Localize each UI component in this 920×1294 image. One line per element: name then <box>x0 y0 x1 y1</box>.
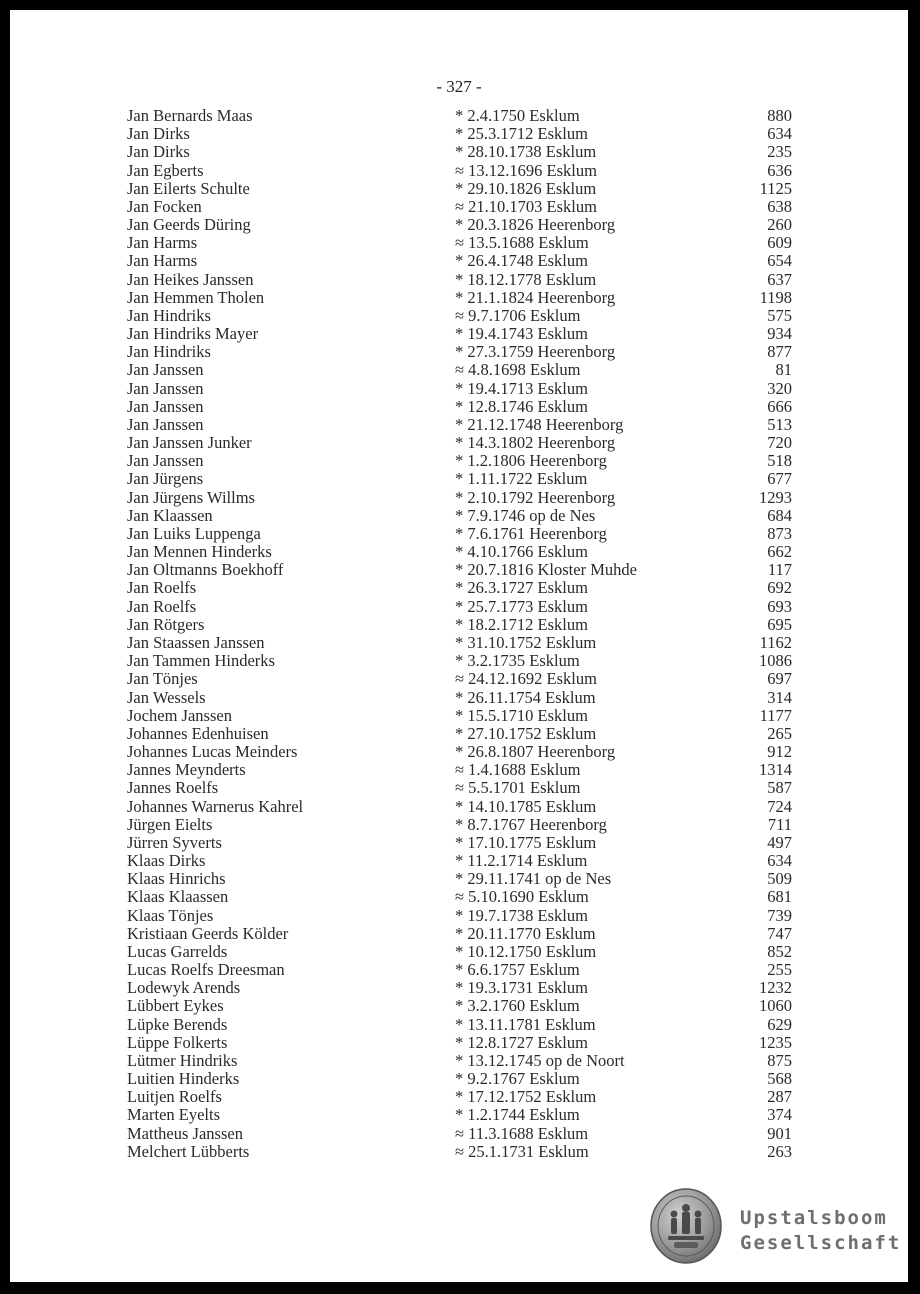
entry-name: Jannes Meynderts <box>127 760 246 780</box>
entry-row <box>10 670 908 688</box>
entry-date: * 1.11.1722 Esklum <box>455 469 588 489</box>
entry-name: Jan Jürgens Willms <box>127 487 255 507</box>
entry-name: Lüppe Folkerts <box>127 1032 228 1052</box>
entry-row <box>10 216 908 234</box>
entry-number: 1177 <box>759 705 792 725</box>
entry-number: 314 <box>767 687 792 707</box>
entry-date: * 3.2.1760 Esklum <box>455 996 580 1016</box>
entry-date: ≈ 11.3.1688 Esklum <box>455 1123 589 1143</box>
entry-number: 518 <box>767 451 792 471</box>
entry-name: Jan Hindriks <box>127 342 211 362</box>
entry-date: ≈ 24.12.1692 Esklum <box>455 669 597 689</box>
entry-name: Jan Tammen Hinderks <box>127 651 275 671</box>
entry-row <box>10 1016 908 1034</box>
entry-number: 739 <box>767 905 792 925</box>
entry-number: 724 <box>767 796 792 816</box>
entry-name: Jan Janssen <box>127 378 204 398</box>
entry-date: * 21.1.1824 Heerenborg <box>455 287 616 307</box>
entry-name: Jan Egberts <box>127 160 204 180</box>
entry-name: Jan Eilerts Schulte <box>127 178 250 198</box>
entry-number: 117 <box>767 560 792 580</box>
entry-date: * 1.2.1744 Esklum <box>455 1105 580 1125</box>
entry-row <box>10 870 908 888</box>
entry-name: Jan Jürgens <box>127 469 204 489</box>
entry-name: Jan Klaassen <box>127 505 213 525</box>
entry-row <box>10 307 908 325</box>
entry-name: Jan Janssen <box>127 360 204 380</box>
entry-date: * 14.10.1785 Esklum <box>455 796 597 816</box>
entry-number: 877 <box>767 342 792 362</box>
entry-date: * 27.10.1752 Esklum <box>455 723 597 743</box>
entry-date: ≈ 21.10.1703 Esklum <box>455 196 597 216</box>
entry-name: Jan Staassen Janssen <box>127 632 265 652</box>
entry-name: Lodewyk Arends <box>127 978 241 998</box>
entry-number: 684 <box>767 505 792 525</box>
entry-row <box>10 1106 908 1124</box>
entry-number: 711 <box>767 814 792 834</box>
entry-name: Jan Focken <box>127 196 202 216</box>
entry-number: 634 <box>767 851 792 871</box>
entry-date: * 10.12.1750 Esklum <box>455 941 597 961</box>
entry-name: Jan Wessels <box>127 687 206 707</box>
entry-number: 320 <box>767 378 792 398</box>
entry-row <box>10 252 908 270</box>
entry-row <box>10 997 908 1015</box>
entry-number: 260 <box>767 215 792 235</box>
entry-number: 1232 <box>759 978 792 998</box>
entry-date: * 25.7.1773 Esklum <box>455 596 588 616</box>
entry-number: 901 <box>767 1123 792 1143</box>
entry-name: Jürren Syverts <box>127 832 222 852</box>
entry-name: Lucas Garrelds <box>127 941 228 961</box>
entry-name: Jan Roelfs <box>127 578 197 598</box>
entry-number: 287 <box>767 1087 792 1107</box>
entry-date: * 19.4.1713 Esklum <box>455 378 588 398</box>
entry-number: 681 <box>767 887 792 907</box>
entry-row <box>10 743 908 761</box>
entry-number: 677 <box>767 469 792 489</box>
entry-name: Mattheus Janssen <box>127 1123 243 1143</box>
entry-date: * 17.10.1775 Esklum <box>455 832 597 852</box>
entry-name: Kristiaan Geerds Kölder <box>127 923 289 943</box>
entry-name: Klaas Tönjes <box>127 905 214 925</box>
entry-date: * 2.4.1750 Esklum <box>455 106 580 125</box>
entry-date: * 14.3.1802 Heerenborg <box>455 433 616 453</box>
entry-name: Lütmer Hindriks <box>127 1050 238 1070</box>
entry-number: 697 <box>767 669 792 689</box>
entry-row <box>10 761 908 779</box>
entry-row <box>10 852 908 870</box>
entry-row <box>10 107 908 125</box>
entry-row <box>10 561 908 579</box>
entry-name: Jannes Roelfs <box>127 778 219 798</box>
entry-number: 255 <box>767 960 792 980</box>
entry-name: Jan Harms <box>127 233 198 253</box>
entry-name: Luitjen Roelfs <box>127 1087 222 1107</box>
entry-row <box>10 361 908 379</box>
entry-number: 509 <box>767 869 792 889</box>
entry-number: 692 <box>767 578 792 598</box>
entry-number: 1086 <box>759 651 792 671</box>
entry-number: 629 <box>767 1014 792 1034</box>
entry-name: Klaas Klaassen <box>127 887 229 907</box>
entry-number: 720 <box>767 433 792 453</box>
entry-number: 634 <box>767 124 792 144</box>
entry-number: 1314 <box>759 760 792 780</box>
entry-name: Jan Dirks <box>127 124 190 144</box>
entry-name: Jan Tönjes <box>127 669 198 689</box>
entry-name: Johannes Warnerus Kahrel <box>127 796 304 816</box>
entry-name: Lübbert Eykes <box>127 996 224 1016</box>
entry-row <box>10 1125 908 1143</box>
entry-name: Jan Heikes Janssen <box>127 269 254 289</box>
entry-number: 235 <box>767 142 792 162</box>
entry-date: * 4.10.1766 Esklum <box>455 542 588 562</box>
entry-number: 263 <box>767 1141 792 1161</box>
document-page <box>10 10 908 1282</box>
entry-name: Jan Harms <box>127 251 198 271</box>
entry-date: * 20.7.1816 Kloster Muhde <box>455 560 637 580</box>
entry-row <box>10 707 908 725</box>
entry-number: 609 <box>767 233 792 253</box>
entry-date: * 27.3.1759 Heerenborg <box>455 342 616 362</box>
entry-number: 638 <box>767 196 792 216</box>
entry-row <box>10 616 908 634</box>
entry-date: * 19.4.1743 Esklum <box>455 324 588 344</box>
entry-number: 265 <box>767 723 792 743</box>
entry-number: 81 <box>775 360 792 380</box>
entry-date: * 1.2.1806 Heerenborg <box>455 451 607 471</box>
entry-date: ≈ 9.7.1706 Esklum <box>455 305 581 325</box>
entry-row <box>10 198 908 216</box>
entry-row <box>10 234 908 252</box>
entry-name: Jan Janssen <box>127 451 204 471</box>
entry-name: Jan Oltmanns Boekhoff <box>127 560 284 580</box>
society-wordmark <box>740 1206 901 1256</box>
entry-date: ≈ 13.12.1696 Esklum <box>455 160 597 180</box>
entry-number: 568 <box>767 1069 792 1089</box>
entry-date: ≈ 5.5.1701 Esklum <box>455 778 581 798</box>
entry-date: * 18.12.1778 Esklum <box>455 269 597 289</box>
entry-date: * 13.12.1745 op de Noort <box>455 1050 625 1070</box>
entry-row <box>10 162 908 180</box>
entry-number: 666 <box>767 396 792 416</box>
entry-row <box>10 1088 908 1106</box>
entry-date: ≈ 4.8.1698 Esklum <box>455 360 581 380</box>
entry-number: 637 <box>767 269 792 289</box>
entry-date: * 19.7.1738 Esklum <box>455 905 588 925</box>
entry-date: * 3.2.1735 Esklum <box>455 651 580 671</box>
entry-number: 747 <box>767 923 792 943</box>
entry-date: * 8.7.1767 Heerenborg <box>455 814 607 834</box>
entry-date: * 17.12.1752 Esklum <box>455 1087 597 1107</box>
entry-number: 934 <box>767 324 792 344</box>
entry-name: Jan Rötgers <box>127 614 205 634</box>
entry-row <box>10 925 908 943</box>
entry-number: 1293 <box>759 487 792 507</box>
entry-row <box>10 725 908 743</box>
entry-date: * 29.10.1826 Esklum <box>455 178 597 198</box>
entry-number: 575 <box>767 305 792 325</box>
entry-name: Jan Mennen Hinderks <box>127 542 272 562</box>
entry-number: 1060 <box>759 996 792 1016</box>
entry-row <box>10 1052 908 1070</box>
entry-name: Jan Janssen <box>127 414 204 434</box>
entry-date: * 21.12.1748 Heerenborg <box>455 414 624 434</box>
entry-date: * 26.3.1727 Esklum <box>455 578 588 598</box>
entry-row <box>10 907 908 925</box>
entry-date: * 25.3.1712 Esklum <box>455 124 588 144</box>
entry-row <box>10 434 908 452</box>
entry-row <box>10 343 908 361</box>
entry-date: ≈ 25.1.1731 Esklum <box>455 1141 589 1161</box>
entry-date: * 9.2.1767 Esklum <box>455 1069 580 1089</box>
entry-date: * 12.8.1727 Esklum <box>455 1032 588 1052</box>
entry-row <box>10 380 908 398</box>
entry-name: Jan Hemmen Tholen <box>127 287 265 307</box>
entry-name: Lucas Roelfs Dreesman <box>127 960 285 980</box>
entry-number: 875 <box>767 1050 792 1070</box>
entry-name: Johannes Lucas Meinders <box>127 742 298 762</box>
entry-name: Jan Bernards Maas <box>127 106 253 125</box>
entry-number: 912 <box>767 742 792 762</box>
entry-number: 852 <box>767 941 792 961</box>
entry-date: * 11.2.1714 Esklum <box>455 851 588 871</box>
entry-name: Jan Hindriks <box>127 305 211 325</box>
entry-list <box>10 107 908 1161</box>
entry-date: * 29.11.1741 op de Nes <box>455 869 612 889</box>
entry-row <box>10 452 908 470</box>
entry-date: * 20.11.1770 Esklum <box>455 923 596 943</box>
entry-number: 1198 <box>759 287 792 307</box>
entry-row <box>10 507 908 525</box>
entry-name: Klaas Hinrichs <box>127 869 226 889</box>
entry-row <box>10 125 908 143</box>
entry-date: * 26.4.1748 Esklum <box>455 251 588 271</box>
entry-date: * 20.3.1826 Heerenborg <box>455 215 616 235</box>
entry-row <box>10 143 908 161</box>
entry-date: ≈ 1.4.1688 Esklum <box>455 760 581 780</box>
entry-date: * 7.6.1761 Heerenborg <box>455 523 607 543</box>
entry-number: 873 <box>767 523 792 543</box>
entry-row <box>10 470 908 488</box>
entry-number: 1125 <box>759 178 792 198</box>
entry-row <box>10 816 908 834</box>
entry-row <box>10 961 908 979</box>
entry-row <box>10 689 908 707</box>
entry-name: Jan Hindriks Mayer <box>127 324 259 344</box>
entry-row <box>10 1070 908 1088</box>
entry-row <box>10 543 908 561</box>
entry-date: * 26.11.1754 Esklum <box>455 687 596 707</box>
entry-name: Jochem Janssen <box>127 705 232 725</box>
entry-row <box>10 798 908 816</box>
entry-date: ≈ 5.10.1690 Esklum <box>455 887 589 907</box>
entry-name: Klaas Dirks <box>127 851 206 871</box>
entry-name: Jan Janssen <box>127 396 204 416</box>
entry-row <box>10 416 908 434</box>
entry-row <box>10 489 908 507</box>
entry-number: 587 <box>767 778 792 798</box>
entry-date: * 31.10.1752 Esklum <box>455 632 597 652</box>
entry-name: Johannes Edenhuisen <box>127 723 269 743</box>
entry-number: 880 <box>767 106 792 125</box>
entry-date: * 15.5.1710 Esklum <box>455 705 588 725</box>
entry-row <box>10 779 908 797</box>
entry-date: * 12.8.1746 Esklum <box>455 396 588 416</box>
entry-number: 662 <box>767 542 792 562</box>
entry-number: 497 <box>767 832 792 852</box>
entry-row <box>10 398 908 416</box>
entry-row <box>10 652 908 670</box>
entry-date: * 18.2.1712 Esklum <box>455 614 588 634</box>
entry-name: Jan Geerds Düring <box>127 215 251 235</box>
entry-name: Jan Dirks <box>127 142 190 162</box>
entry-date: * 28.10.1738 Esklum <box>455 142 597 162</box>
entry-date: * 7.9.1746 op de Nes <box>455 505 596 525</box>
entry-row <box>10 888 908 906</box>
entry-number: 695 <box>767 614 792 634</box>
entry-row <box>10 979 908 997</box>
entry-number: 636 <box>767 160 792 180</box>
entry-number: 513 <box>767 414 792 434</box>
entry-date: * 2.10.1792 Heerenborg <box>455 487 616 507</box>
entry-name: Jan Roelfs <box>127 596 197 616</box>
entry-row <box>10 325 908 343</box>
entry-date: * 19.3.1731 Esklum <box>455 978 588 998</box>
entry-row <box>10 943 908 961</box>
page-number: - 327 - <box>436 77 482 96</box>
entry-name: Luitien Hinderks <box>127 1069 240 1089</box>
entry-name: Marten Eyelts <box>127 1105 221 1125</box>
entry-date: ≈ 13.5.1688 Esklum <box>455 233 589 253</box>
entry-number: 654 <box>767 251 792 271</box>
entry-row <box>10 525 908 543</box>
entry-date: * 13.11.1781 Esklum <box>455 1014 596 1034</box>
entry-number: 374 <box>767 1105 792 1125</box>
entry-number: 693 <box>767 596 792 616</box>
entry-row <box>10 598 908 616</box>
entry-row <box>10 1034 908 1052</box>
entry-name: Jürgen Eielts <box>127 814 213 834</box>
entry-name: Jan Luiks Luppenga <box>127 523 261 543</box>
society-name-line-2: Gesellschaft <box>740 1232 902 1254</box>
society-name-line-1: Upstalsboom <box>740 1207 888 1229</box>
entry-number: 1162 <box>759 632 792 652</box>
entry-row <box>10 834 908 852</box>
entry-row <box>10 1143 908 1161</box>
entry-row <box>10 579 908 597</box>
entry-date: * 26.8.1807 Heerenborg <box>455 742 616 762</box>
entry-date: * 6.6.1757 Esklum <box>455 960 580 980</box>
entry-row <box>10 289 908 307</box>
entry-row <box>10 271 908 289</box>
upstalsboom-seal-icon <box>650 1188 722 1264</box>
entry-name: Lüpke Berends <box>127 1014 228 1034</box>
entry-name: Melchert Lübberts <box>127 1141 250 1161</box>
entry-row <box>10 634 908 652</box>
entry-number: 1235 <box>759 1032 792 1052</box>
entry-row <box>10 180 908 198</box>
entry-name: Jan Janssen Junker <box>127 433 252 453</box>
